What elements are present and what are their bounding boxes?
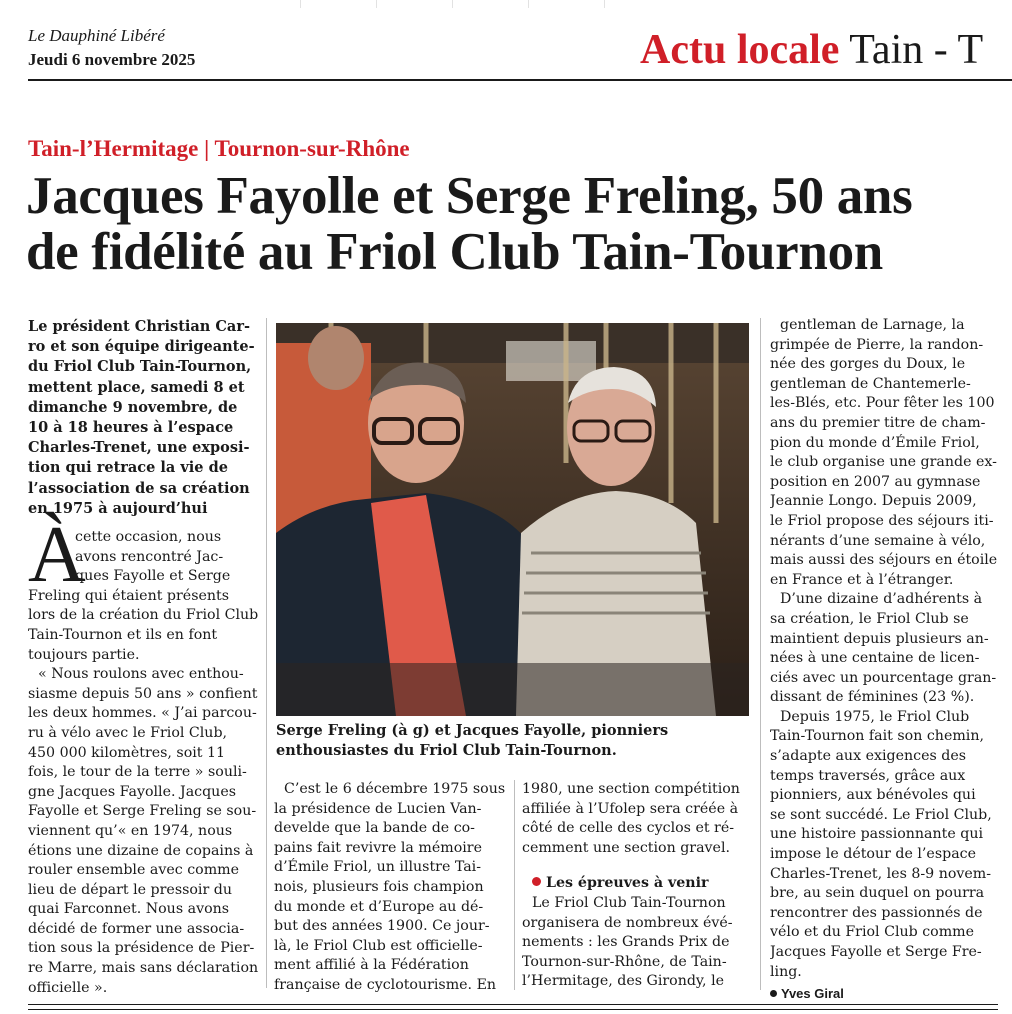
text-line: temps traversés, grâce aux [770,767,966,784]
section-title-red: Actu locale [640,27,840,73]
text-line: avons rencontré Jac- [75,548,224,565]
subheading-text: Les épreuves à venir [546,875,709,892]
text-line: 450 000 kilomètres, soit 11 [28,744,226,761]
article-column-2 [274,780,506,996]
chapo-line: mettent place, samedi 8 et [28,378,245,396]
text-line: s’adapte aux exigences des [770,748,967,765]
text-line: cemment une section gravel. [522,839,731,856]
text-line: impose le détour de l’espace [770,846,976,863]
text-line: cette occasion, nous [75,529,222,545]
chapo-line: ro et son équipe dirigeante- [28,338,255,356]
text-line: du monde et d’Europe au dé- [274,898,484,915]
text-line: gentleman de Chantemerle- [770,375,971,392]
text-line: officielle ». [28,979,108,996]
column-rule [760,318,761,990]
text-line: 1980, une section compétition [522,781,740,797]
signature-bullet-icon [770,990,777,997]
chapo-line: tion qui retrace la vie de [28,459,228,477]
text-line: gne Jacques Fayolle. Jacques [28,783,236,800]
text-line: position en 2007 au gymnase [770,473,981,490]
text-line: Depuis 1975, le Friol Club [780,708,970,725]
text-line: pion du monde d’Émile Friol, [770,434,980,451]
text-line: nements : les Grands Prix de [522,934,730,951]
chapo-line: 10 à 18 heures à l’espace [28,419,234,437]
text-line: siasme depuis 50 ans » confient [28,685,258,702]
author-signature [770,984,1002,1004]
red-bullet-icon [532,877,541,886]
text-line: ques Fayolle et Serge [75,568,231,585]
text-line: Le Friol Club Tain-Tournon [532,894,726,911]
footer-rule [28,1009,998,1010]
drop-cap: À [28,511,86,599]
text-line: le Friol propose des séjours iti- [770,512,994,529]
text-line: Jacques Fayolle et Serge Fre- [770,944,982,960]
text-line: la présidence de Lucien Van- [274,800,482,817]
article-chapo [28,317,256,519]
author-name: Yves Giral [781,986,844,1002]
text-line: viennent qu’« en 1974, nous [28,822,233,839]
text-line: Charles-Trenet, les 8-9 novem- [770,865,992,882]
chapo-line: Charles-Trenet, une exposi- [28,439,250,457]
article-column-3 [522,780,754,992]
text-line: nois, plusieurs fois champion [274,878,484,895]
text-line: grimpée de Pierre, la randon- [770,336,984,353]
text-line: dissant de féminines (23 %). [770,689,975,706]
text-line: une histoire passionnante qui [770,826,984,843]
text-line: tion sous la présidence de Pier- [28,940,255,957]
text-line: ciés avec un pourcentage gran- [770,669,997,686]
text-line: les deux hommes. « J’ai parcou- [28,705,257,722]
text-line: les-Blés, etc. Pour fêter les 100 [770,395,995,412]
section-title-rest: Tain - T [849,27,984,73]
publication-name: Le Dauphiné Libéré [28,26,165,45]
chapo-line: Le président Christian Car- [28,318,250,335]
header-rule [28,79,1012,81]
text-line: Freling qui étaient présents [28,587,229,604]
text-line: ling. [770,963,802,980]
publication-date: Jeudi 6 novembre 2025 [28,50,196,69]
text-line: ans du premier titre de cham- [770,414,986,431]
text-line: côté de celle des cyclos et ré- [522,820,735,837]
text-line: décidé de former une associa- [28,920,245,937]
text-line: fois, le tour de la terre » souli- [28,764,247,781]
text-line: affiliée à l’Ufolep sera créée à [522,800,739,817]
text-line: toujours partie. [28,646,140,663]
chapo-line: du Friol Club Tain-Tournon, [28,358,252,376]
footer-rule [28,1004,998,1005]
text-line: rouler ensemble avec comme [28,862,239,879]
text-line: bre, au sein duquel on pourra [770,885,985,902]
text-line: le club organise une grande ex- [770,454,997,471]
text-line: se sont succédé. Le Friol Club, [770,806,992,823]
section-title [640,26,983,74]
text-line: mais aussi des séjours en étoile [770,552,998,569]
column-rule [514,780,515,990]
text-line: organisera de nombreux évé- [522,914,733,931]
text-line: quai Farconnet. Nous avons [28,901,230,918]
headline-line: Jacques Fayolle et Serge Freling, 50 ans [26,167,913,225]
text-line: ru à vélo avec le Friol Club, [28,724,228,741]
photo-caption [276,721,749,761]
photo-illustration [276,323,749,716]
text-line: Tain-Tournon et ils en font [28,626,218,643]
text-line: « Nous roulons avec enthou- [38,666,244,683]
text-line: vélo et du Friol Club comme [770,924,975,941]
text-line: lors de la création du Friol Club [28,607,258,624]
text-line: nérants d’une semaine à vélo, [770,532,986,549]
caption-line: enthousiastes du Friol Club Tain-Tournon. [276,742,617,759]
headline-line: de fidélité au Friol Club Tain-Tournon [26,223,883,281]
column-rule [266,318,267,988]
article-headline [26,168,1012,280]
text-line: pains fait revivre la mémoire [274,839,482,856]
article-kicker: Tain-l’Hermitage | Tournon-sur-Rhône [28,136,410,161]
chapo-line: en 1975 à aujourd’hui [28,499,208,517]
chapo-line: l’association de sa création [28,479,250,497]
text-line: l’Hermitage, des Girondy, le [522,973,725,990]
article-photo [276,323,749,716]
article-column-1 [28,528,258,998]
text-line: nées à une centaine de licen- [770,650,980,667]
text-line: Fayolle et Serge Freling se sou- [28,803,257,820]
text-line: en France et à l’étranger. [770,571,954,588]
article-column-4 [770,316,1002,1004]
caption-line: Serge Freling (à g) et Jacques Fayolle, pionniers [276,722,669,739]
text-line: D’une dizaine d’adhérents à [780,591,983,608]
text-line: française de cyclotourisme. En [274,976,497,993]
text-line: ment affilié à la Fédération [274,957,469,974]
text-line: rencontrer des passionnés de [770,904,983,921]
text-line: re Marre, mais sans déclaration [28,960,258,977]
text-line: Jeannie Longo. Depuis 2009, [770,493,977,510]
subheading [522,874,754,894]
chapo-line: dimanche 9 novembre, de [28,398,238,416]
text-line: d’Émile Friol, un illustre Tai- [274,859,481,876]
text-line: maintient depuis plusieurs an- [770,630,989,647]
text-line: lieu de départ le pressoir du [28,881,232,898]
text-line: pionniers, aux bénévoles qui [770,787,976,804]
text-line: but des années 1900. Ce jour- [274,918,490,935]
text-line: étions une dizaine de copains à [28,842,254,859]
text-line: née des gorges du Doux, le [770,356,966,373]
text-line: develde que la bande de co- [274,820,475,837]
text-line: là, le Friol Club est officielle- [274,937,483,954]
text-line: gentleman de Larnage, la [780,317,965,333]
text-line: sa création, le Friol Club se [770,610,969,627]
text-line: Tain-Tournon fait son chemin, [770,728,984,745]
text-line: Tournon-sur-Rhône, de Tain- [522,953,727,970]
text-line: C’est le 6 décembre 1975 sous [284,781,506,797]
top-edge-tabs [0,0,1012,10]
